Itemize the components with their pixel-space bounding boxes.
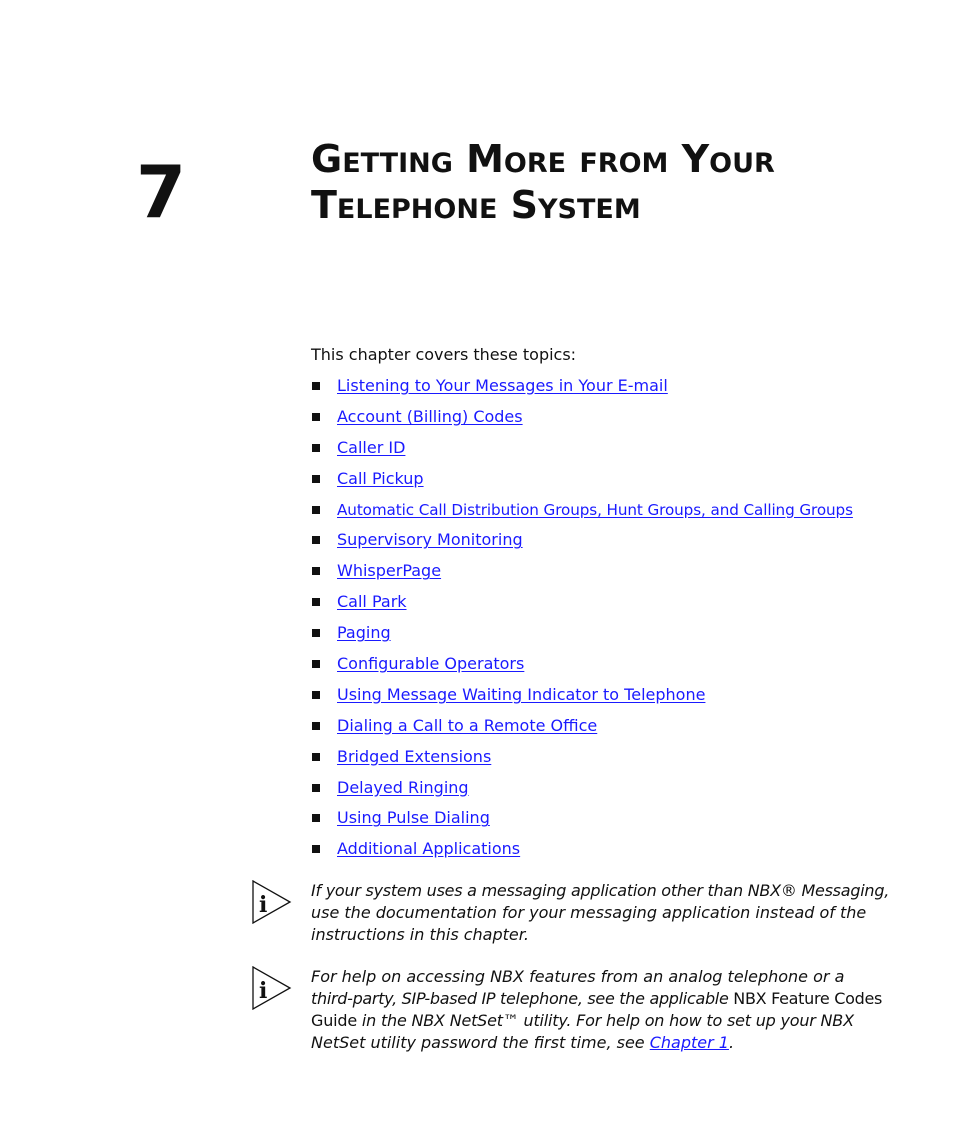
topic-item	[311, 838, 853, 869]
svg-text:i: i	[259, 892, 268, 918]
topic-link[interactable]: Using Message Waiting Indicator to Telephone	[337, 684, 706, 704]
bullet-icon	[312, 506, 320, 514]
bullet-icon	[312, 536, 320, 544]
topic-item	[311, 560, 853, 591]
info-icon	[252, 880, 292, 924]
topic-link[interactable]: Dialing a Call to a Remote Office	[337, 715, 598, 735]
chapter-1-link[interactable]: Chapter 1	[649, 1033, 729, 1052]
note-text: in the NBX NetSet™ utility. For help on how to set up your NBX	[357, 1011, 854, 1030]
note-feature-codes-line-1: For help on accessing NBX features from an analog telephone or a	[311, 967, 845, 986]
topic-item	[311, 591, 853, 622]
topic-item	[311, 406, 853, 437]
topic-link[interactable]: Additional Applications	[337, 839, 521, 859]
bullet-icon	[312, 598, 320, 606]
note-text: NetSet utility password the first time, see	[311, 1033, 650, 1052]
bullet-icon	[312, 784, 320, 792]
topic-link[interactable]: Supervisory Monitoring	[337, 530, 523, 550]
topic-item	[311, 807, 853, 838]
note-messaging	[252, 880, 892, 946]
note-messaging-line-2: use the documentation for your messaging application instead of the	[311, 903, 867, 922]
topic-item	[311, 715, 853, 746]
bullet-icon	[312, 567, 320, 575]
topic-link[interactable]: Automatic Call Distribution Groups, Hunt Groups, and Calling Groups	[337, 500, 853, 519]
note-messaging-line-1: If your system uses a messaging application other than NBX® Messaging,	[311, 881, 890, 900]
topic-link[interactable]: Configurable Operators	[337, 654, 525, 674]
note-messaging-line-3: instructions in this chapter.	[311, 925, 529, 944]
bullet-icon	[312, 413, 320, 421]
topic-item	[311, 777, 853, 808]
topic-link[interactable]: Listening to Your Messages in Your E-mail	[337, 376, 668, 395]
topic-link[interactable]: Call Pickup	[337, 468, 424, 488]
topic-item	[311, 529, 853, 560]
note-feature-codes-line-2	[311, 988, 892, 1010]
topic-item	[311, 684, 853, 715]
topic-item	[311, 468, 853, 499]
bullet-icon	[312, 845, 320, 853]
bullet-icon	[312, 475, 320, 483]
bullet-icon	[312, 444, 320, 452]
topic-item	[311, 437, 853, 468]
chapter-number: 7	[136, 150, 187, 234]
note-period: .	[728, 1033, 735, 1052]
bullet-icon	[312, 722, 320, 730]
note-text: third-party, SIP-based IP telephone, see the applicable	[311, 989, 734, 1008]
topic-link[interactable]: Using Pulse Dialing	[337, 808, 490, 828]
bullet-icon	[312, 629, 320, 637]
topic-item	[311, 653, 853, 684]
svg-text:i: i	[259, 978, 268, 1004]
chapter-title	[311, 136, 775, 228]
bullet-icon	[312, 814, 320, 822]
chapter-title-line-1: Getting More from Your	[311, 137, 775, 181]
note-feature-codes	[252, 966, 892, 1054]
topic-link[interactable]: Bridged Extensions	[337, 746, 492, 766]
bullet-icon	[312, 660, 320, 668]
topic-item	[311, 499, 853, 530]
topic-link[interactable]: WhisperPage	[337, 561, 442, 581]
info-icon	[252, 966, 292, 1010]
bullet-icon	[312, 382, 320, 390]
topic-item	[311, 375, 853, 406]
note-feature-codes-line-3	[311, 1010, 892, 1032]
topic-item	[311, 746, 853, 777]
guide-title: NBX Feature Codes	[733, 989, 883, 1008]
topic-list	[311, 375, 853, 869]
guide-title-end: Guide	[311, 1011, 357, 1030]
topic-link[interactable]: Caller ID	[337, 437, 406, 457]
intro-text: This chapter covers these topics:	[311, 345, 577, 364]
topic-item	[311, 622, 853, 653]
topic-link[interactable]: Call Park	[337, 592, 407, 612]
topic-link[interactable]: Paging	[337, 623, 391, 643]
topic-link[interactable]: Delayed Ringing	[337, 777, 469, 797]
chapter-title-line-2: Telephone System	[311, 183, 641, 227]
topic-link[interactable]: Account (Billing) Codes	[337, 406, 523, 426]
bullet-icon	[312, 753, 320, 761]
bullet-icon	[312, 691, 320, 699]
note-feature-codes-line-4	[311, 1032, 892, 1054]
